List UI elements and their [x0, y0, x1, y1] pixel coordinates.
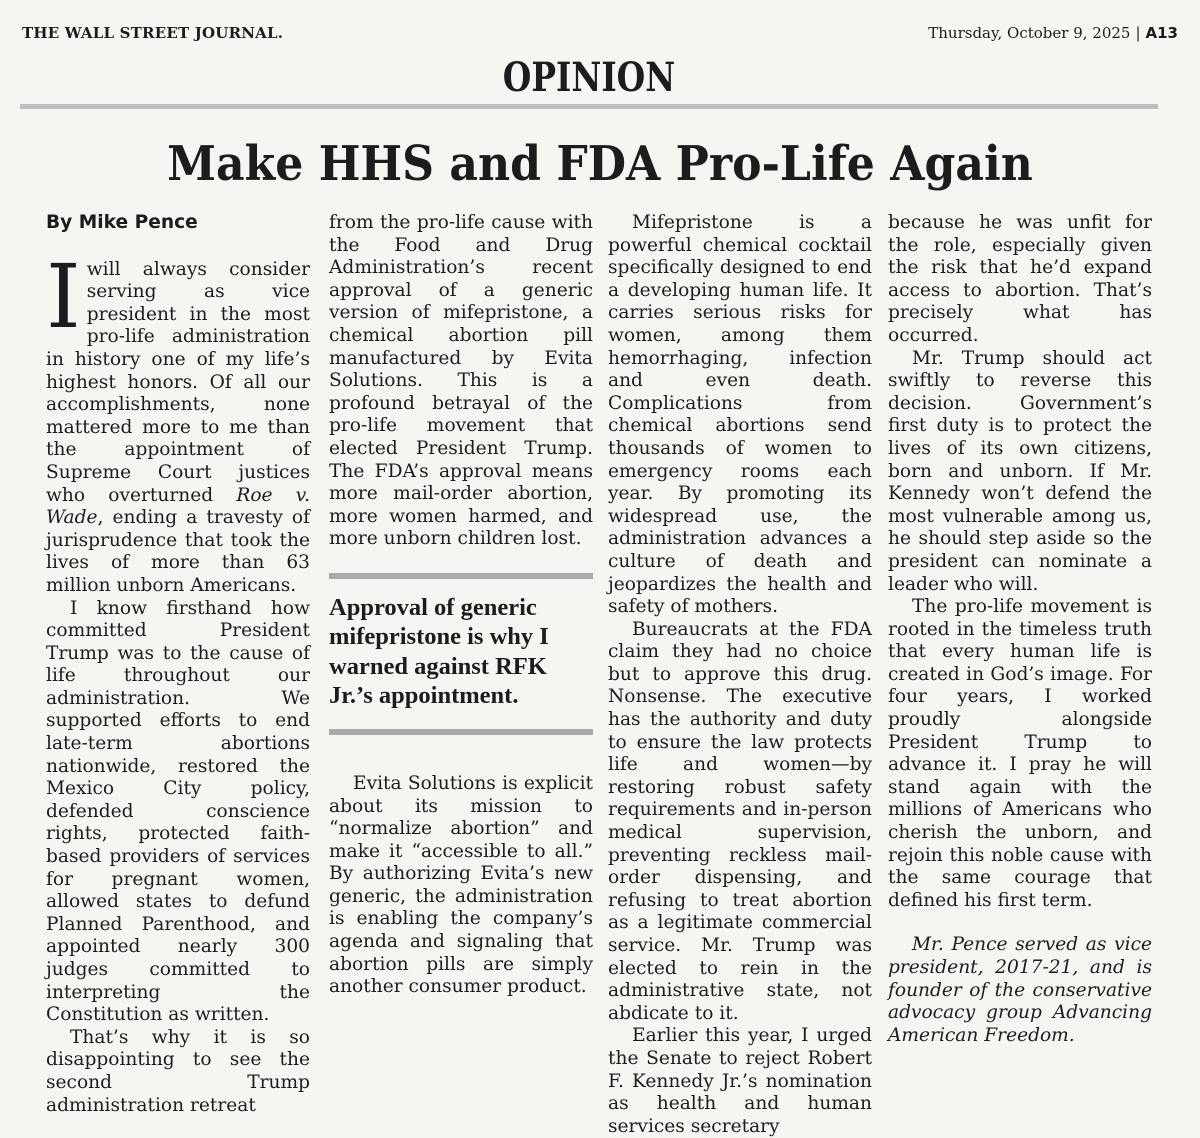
page-number: A13: [1145, 24, 1178, 42]
paragraph: because he was unfit for the role, especially given the risk that he’d expand access to abortion. That’s precisely what has occurred.: [888, 212, 1152, 346]
column-3: [608, 212, 872, 1138]
drop-cap: I: [46, 244, 81, 348]
paragraph: from the pro-life cause with the Food and Drug Administration’s recent approval of a generic version of mifepristone, a chemical abortion pill manufactured by Evita Solutions. This is a profound betrayal of the pro-life movement that elected President Trump. The FDA’s approval means more mail-order abortion, more women harmed, and more unborn children lost.: [329, 212, 593, 550]
byline: By Mike Pence: [46, 212, 198, 233]
paragraph: That’s why it is so disappointing to see the second Trump administration retreat: [46, 1026, 310, 1116]
paragraph: Evita Solutions is explicit about its mission to “normalize abortion” and make it “accessible to all.” By authorizing Evita’s new generic, the administration is enabling the company’s agenda and signaling that abortion pills are simply another consumer product.: [329, 772, 593, 998]
paragraph: Mr. Trump should act swiftly to reverse this decision. Government’s first duty is to protect the lives of its own citizens, born and unborn. If Mr. Kennedy won’t defend the most vulnerable among us, he should step aside so the president can nominate a leader who will.: [888, 347, 1152, 595]
paragraph: [46, 244, 310, 598]
pull-quote: Approval of generic mifepristone is why I warned against RFK Jr.’s appointment.: [329, 593, 549, 710]
newspaper-masthead: THE WALL STREET JOURNAL.: [22, 24, 284, 42]
pullquote-top-rule: [329, 573, 593, 579]
paragraph: Bureaucrats at the FDA claim they had no choice but to approve this drug. Nonsense. The executive has the authority and duty to ensure the law protects life and women—by restoring robust safety requirements and in-person medical supervision, preventing reckless mail-order dispensing, and refusing to treat abortion as a legitimate commercial service. Mr. Trump was elected to rein in the administrative state, not abdicate to it.: [608, 618, 872, 1024]
paragraph-text: , ending a travesty of jurisprudence that took the lives of more than 63 million unborn Americans.: [46, 507, 310, 596]
column-2: [329, 212, 593, 999]
section-divider: [20, 104, 1158, 109]
author-bio: Mr. Pence served as vice president, 2017-21, and is founder of the conservative advocacy group Advancing American Freedom.: [888, 934, 1152, 1046]
paragraph: The pro-life movement is rooted in the timeless truth that every human life is created in God’s image. For four years, I worked proudly alongside President Trump to advance it. I pray he will stand again with the millions of Americans who cherish the unborn, and rejoin this noble cause with the same courage that defined his first term.: [888, 596, 1152, 911]
column-1: [46, 212, 310, 1117]
paragraph: I know firsthand how committed President Trump was to the cause of life throughout our administration. We supported efforts to end late-term abortions nationwide, restored the Mexico City policy, defended conscience rights, protected faith-based providers of services for pregnant women, allowed states to defund Planned Parenthood, and appointed nearly 300 judges committed to interpreting the Constitution as written.: [46, 597, 310, 1026]
article-headline: Make HHS and FDA Pro-Life Again: [167, 136, 1033, 192]
paragraph-text: will always consider serving as vice president in the most pro-life administration in history one of my life’s highest honors. Of all our accomplishments, none mattered more to me than the appointment of Supreme Court justices who overturned: [46, 258, 310, 506]
paragraph: Earlier this year, I urged the Senate to reject Robert F. Kennedy Jr.’s nomination as health and human services secretary: [608, 1025, 872, 1137]
dateline-separator: |: [1135, 24, 1141, 42]
issue-date: Thursday, October 9, 2025: [928, 24, 1131, 42]
section-title: OPINION: [502, 54, 676, 101]
case-name: Roe v. Wade: [46, 484, 310, 529]
paragraph: Mifepristone is a powerful chemical cocktail specifically designed to end a developing human life. It carries serious risks for women, among them hemorrhaging, infection and even death. Complications from chemical abortions send thousands of women to emergency rooms each year. By promoting its widespread use, the administration advances a culture of death and jeopardizes the health and safety of mothers.: [608, 212, 872, 618]
dateline: [928, 24, 1178, 42]
column-4: [888, 212, 1152, 1047]
